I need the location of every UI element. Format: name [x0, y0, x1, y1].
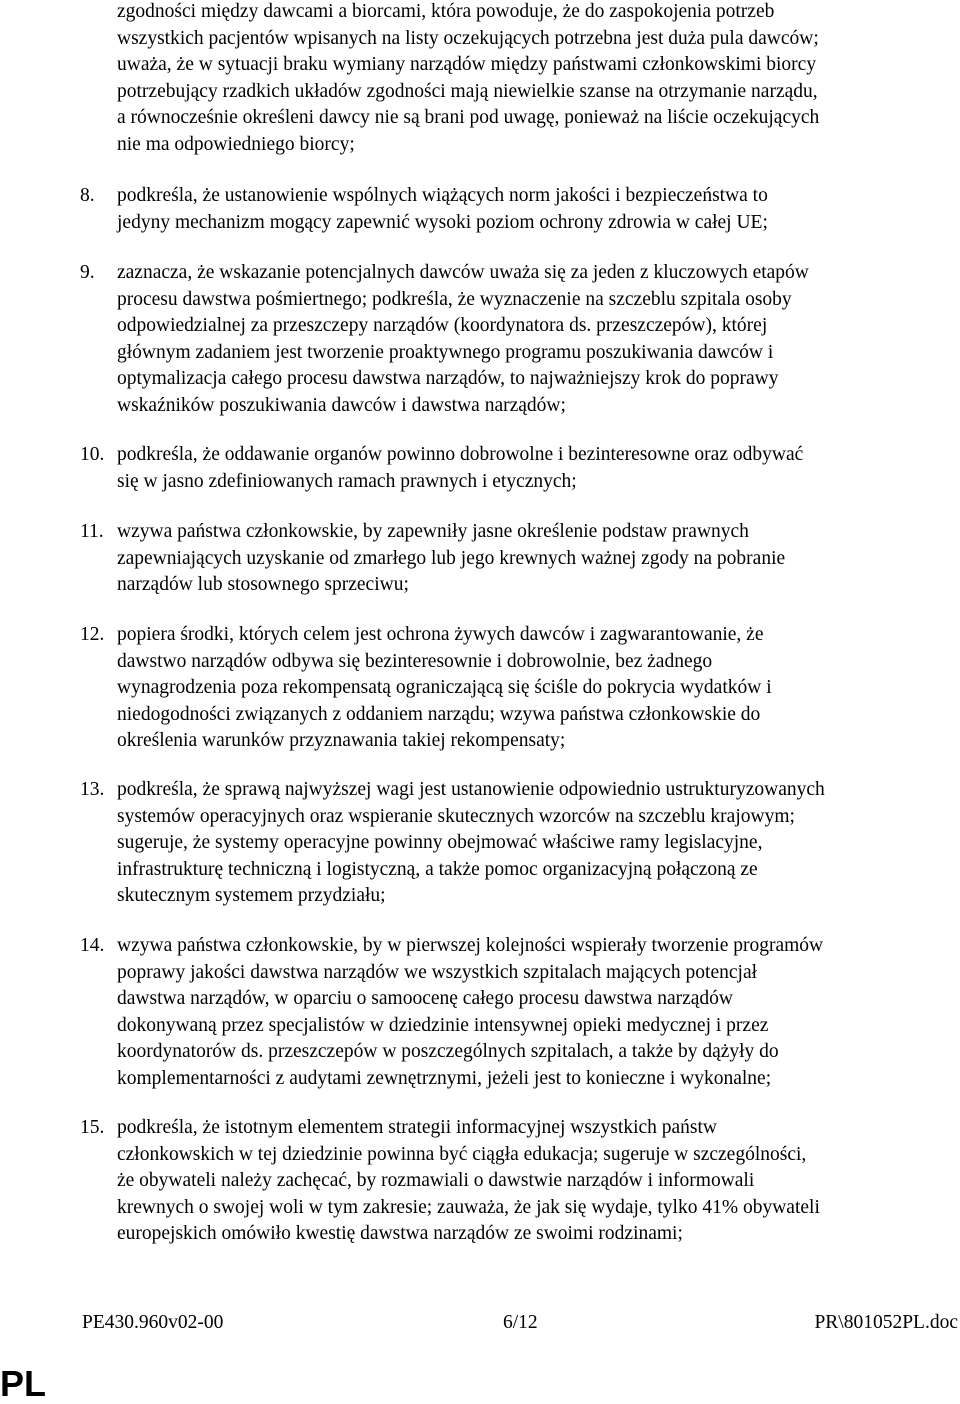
item-text: wzywa państwa członkowskie, by w pierwszej kolejności wspierały tworzenie programów poprawy jakości dawstwa narządów we wszystkich szpitalach mających potencjał dawstwa narządów, w oparciu o samoocenę całego procesu dawstwa narządów dokonywaną przez specjalistów w dziedzinie intensywnej opieki medycznej i przez koordynatorów ds. przeszczepów w poszczególnych szpitalach, a także by dążyły do komplementarności z audytami zewnętrznymi, jeżeli jest to konieczne i wykonalne;	[117, 935, 824, 1089]
item-number: 10.	[80, 444, 105, 465]
item-text: wzywa państwa członkowskie, by zapewniły jasne określenie podstaw prawnych zapewniających uzyskanie od zmarłego lub jego krewnych ważnej zgody na pobranie narządów lub stosownego sprzeciwu;	[117, 521, 786, 595]
document-reference: PE430.960v02-00	[82, 1312, 224, 1333]
item-text: podkreśla, że istotnym elementem strategii informacyjnej wszystkich państw członkowskich w tej dziedzinie powinna być ciągła edukacja; sugeruje w szczególności, że obywateli należy zachęcać, by rozmawiali o dawstwie narządów i informowali krewnych o swojej woli w tym zakresie; zauważa, że jak się wydaje, tylko 41% obywateli europejskich omówiło kwestię dawstwa narządów ze swoimi rodzinami;	[117, 1117, 820, 1244]
page-footer	[0, 1310, 960, 1340]
item-number: 12.	[80, 624, 105, 645]
item-number: 15.	[80, 1117, 105, 1138]
file-name: PR\801052PL.doc	[814, 1312, 958, 1333]
language-code: PL	[0, 1363, 47, 1404]
continuation-paragraph: zgodności między dawcami a biorcami, która powoduje, że do zaspokojenia potrzeb wszystkich pacjentów wpisanych na listy oczekujących potrzebna jest duża pula dawców; uważa, że w sytuacji braku wymiany narządów między państwami członkowskimi biorcy potrzebujący rzadkich układów zgodności mają niewielkie szanse na otrzymanie narządu, a równocześnie określeni dawcy nie są brani pod uwagę, ponieważ na liście oczekujących nie ma odpowiedniego biorcy;	[117, 1, 820, 155]
item-number: 9.	[80, 262, 95, 283]
page-number: 6/12	[503, 1312, 538, 1333]
item-text: podkreśla, że oddawanie organów powinno dobrowolne i bezinteresowne oraz odbywać się w jasno zdefiniowanych ramach prawnych i etycznych;	[117, 444, 804, 492]
item-number: 8.	[80, 185, 95, 206]
item-text: popiera środki, których celem jest ochrona żywych dawców i zagwarantowanie, że dawstwo narządów odbywa się bezinteresownie i dobrowolnie, bez żadnego wynagrodzenia poza rekompensatą ograniczającą się ściśle do pokrycia wydatków i niedogodności związanych z oddaniem narządu; wzywa państwa członkowskie do określenia warunków przyznawania takiej rekompensaty;	[117, 624, 772, 751]
item-number: 14.	[80, 935, 105, 956]
item-number: 11.	[80, 521, 104, 542]
item-text: zaznacza, że wskazanie potencjalnych dawców uważa się za jeden z kluczowych etapów procesu dawstwa pośmiertnego; podkreśla, że wyznaczenie na szczeblu szpitala osoby odpowiedzialnej za przeszczepy narządów (koordynatora ds. przeszczepów), której głównym zadaniem jest tworzenie proaktywnego programu poszukiwania dawców i optymalizacja całego procesu dawstwa narządów, to najważniejszy krok do poprawy wskaźników poszukiwania dawców i dawstwa narządów;	[117, 262, 809, 416]
item-text: podkreśla, że sprawą najwyższej wagi jest ustanowienie odpowiednio ustrukturyzowanych systemów operacyjnych oraz wspieranie skutecznych wzorców na szczeblu krajowym; sugeruje, że systemy operacyjne powinny obejmować właściwe ramy legislacyjne, infrastrukturę techniczną i logistyczną, a także pomoc organizacyjną połączoną ze skutecznym systemem przydziału;	[117, 779, 825, 906]
item-number: 13.	[80, 779, 105, 800]
item-text: podkreśla, że ustanowienie wspólnych wiążących norm jakości i bezpieczeństwa to jedyny mechanizm mogący zapewnić wysoki poziom ochrony zdrowia w całej UE;	[117, 185, 768, 233]
